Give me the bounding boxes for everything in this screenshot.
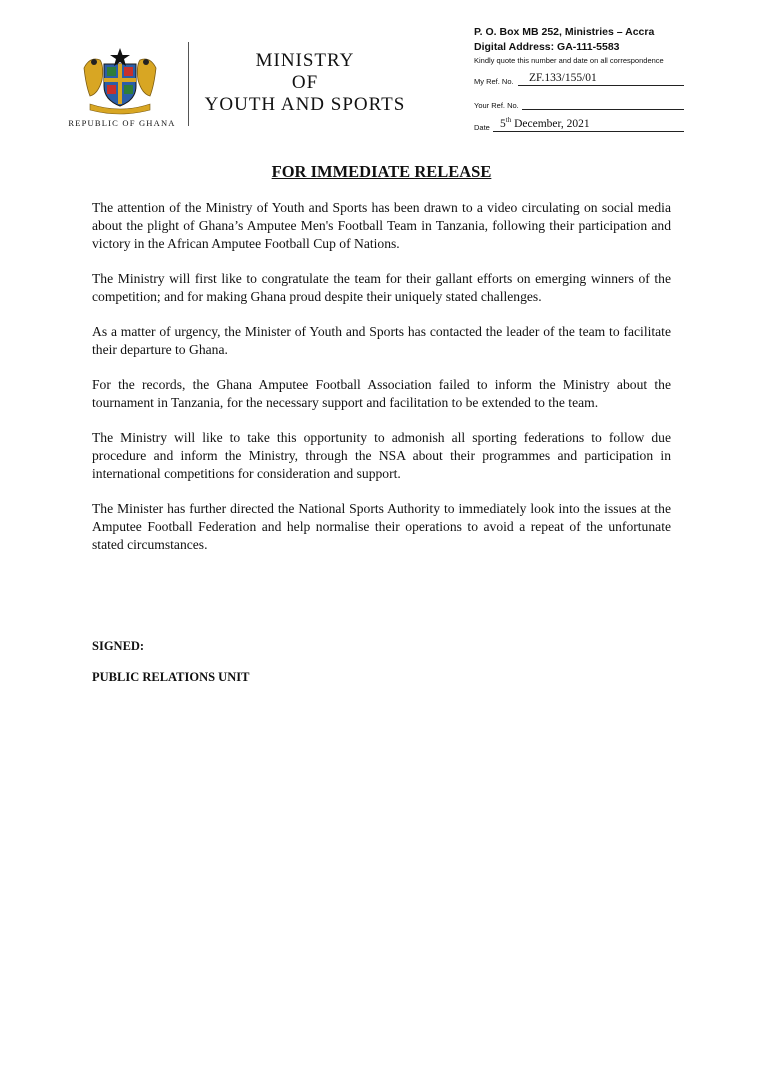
date-row [474,118,684,134]
ministry-line-1: MINISTRY [255,50,355,71]
your-ref-row [474,96,684,112]
paragraph: The Ministry will first like to congratulate the team for their gallant efforts on emerging winners of the competition; and for making Ghana proud despite their uniquely stated challenges. [92,271,671,304]
paragraph: The attention of the Ministry of Youth and Sports has been drawn to a video circulating on social media about the plight of Ghana’s Amputee Men's Football Team in Tanzania, following their participation and victory in the African Amputee Football Cup of Nations. [92,200,671,251]
digital-address: Digital Address: GA-111-5583 [474,41,620,53]
my-ref-row [474,72,684,88]
paragraph: For the records, the Ghana Amputee Football Association failed to inform the Ministry about the tournament in Tanzania, for the necessary support and facilitation to be extended to the team. [92,377,671,410]
date-day: 5 [500,118,506,130]
header-divider [188,42,189,126]
paragraph: The Minister has further directed the National Sports Authority to immediately look into the issues at the Amputee Football Federation and help normalise their operations to avoid a repeat of the unfortunate stated circumstances. [92,501,671,552]
paragraph: The Ministry will like to take this opportunity to admonish all sporting federations to follow due procedure and inform the Ministry, through the NSA about their programmes and participation in international competitions for consideration and support. [92,430,671,481]
your-ref-line [522,109,684,110]
date-value [500,116,590,130]
my-ref-label: My Ref. No. [474,77,514,86]
release-title: FOR IMMEDIATE RELEASE [271,162,492,181]
ministry-line-3: YOUTH AND SPORTS [204,94,406,115]
date-label: Date [474,123,490,132]
postal-address: P. O. Box MB 252, Ministries – Accra [474,26,655,38]
release-body [92,199,671,571]
date-rest: December, 2021 [511,118,590,130]
ministry-line-2: OF [291,72,319,93]
ghana-coat-of-arms-icon [80,46,160,116]
your-ref-label: Your Ref. No. [474,101,519,110]
date-suffix: th [505,116,512,125]
my-ref-value: ZF.133/155/01 [529,72,597,84]
signatory-unit: PUBLIC RELATIONS UNIT [92,670,250,684]
ministry-name [190,50,420,116]
quote-note: Kindly quote this number and date on all correspondence [474,56,664,65]
address-block [474,25,704,67]
date-line [493,131,684,132]
signed-label: SIGNED: [92,639,145,653]
country-name: REPUBLIC OF GHANA [68,118,176,128]
my-ref-line [518,85,684,86]
paragraph: As a matter of urgency, the Minister of Youth and Sports has contacted the leader of the team to facilitate their departure to Ghana. [92,324,671,357]
